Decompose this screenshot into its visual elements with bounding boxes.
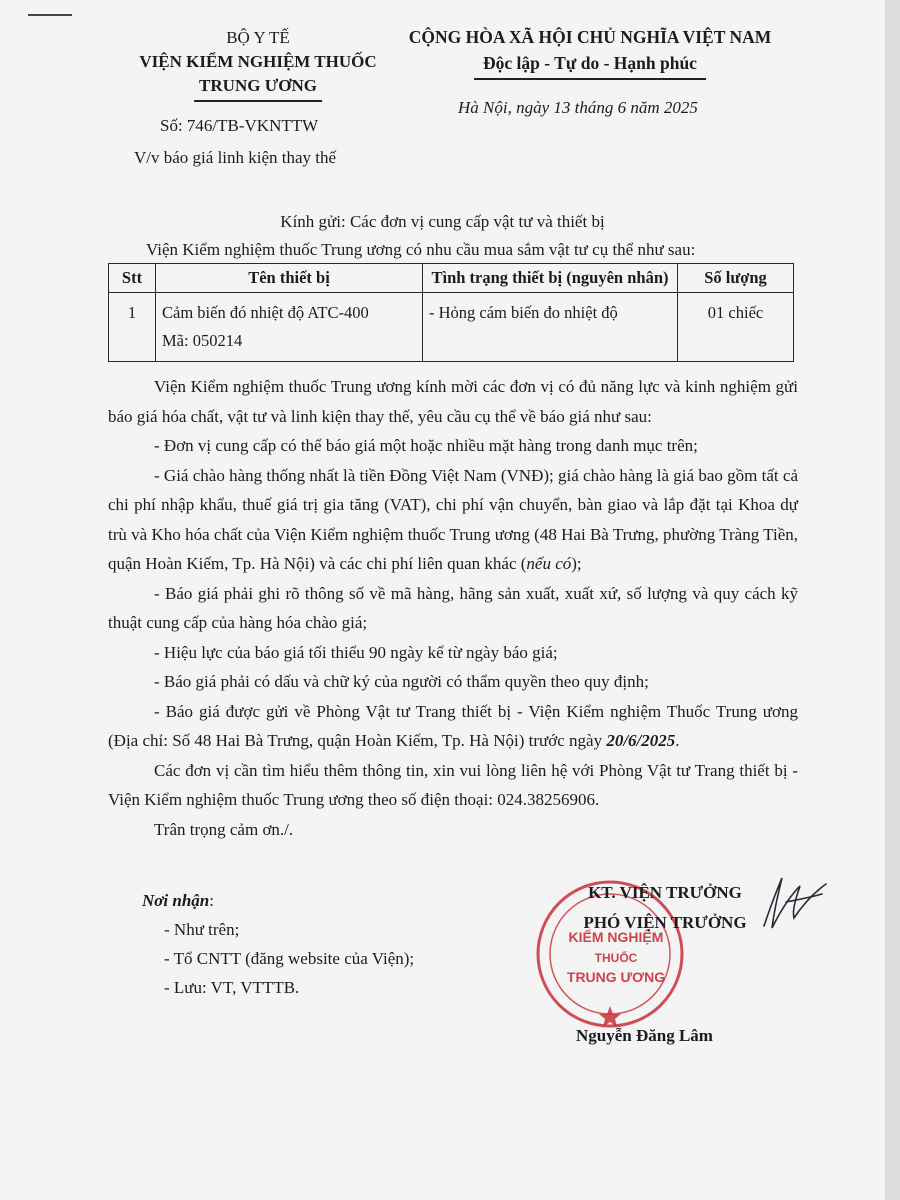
requirement-2-text: - Giá chào hàng thống nhất là tiền Đồng Việt Nam (VNĐ); giá chào hàng là giá bao gồm tất cả chi phí nhập khẩu, thuế giá trị gia tăng (VAT), chi phí vận chuyển, bàn giao và lắp đặt tại Khoa dự trù và Kho hóa chất của Viện Kiểm nghiệm thuốc Trung ương (48 Hai Bà Trưng, phường Tràng Tiền, quận Hoàn Kiếm, Tp. Hà Nội) và các chi phí liên quan khác ( [108, 465, 798, 573]
recipient-item: - Như trên; [164, 920, 240, 939]
scan-mark [28, 14, 72, 16]
intro-paragraph: Viện Kiểm nghiệm thuốc Trung ương kính mời các đơn vị có đủ năng lực và kinh nghiệm gửi báo giá hóa chất, vật tư và linh kiện thay thế, yêu cầu cụ thể về báo giá như sau: [108, 377, 798, 426]
requirement-6-end: . [675, 731, 680, 750]
requirement-6-text: - Báo giá được gửi về Phòng Vật tư Trang thiết bị - Viện Kiểm nghiệm Thuốc Trung ương (Địa chỉ: Số 48 Hai Bà Trưng, quận Hoàn Kiếm, Tp. Hà Nội) trước ngày [108, 701, 798, 750]
stamp-text-line3: TRUNG ƯƠNG [566, 969, 666, 985]
requirement-4: - Hiệu lực của báo giá tối thiểu 90 ngày kể từ ngày báo giá; [154, 642, 558, 662]
requirement-3: - Báo giá phải ghi rõ thông số về mã hàng, hãng sản xuất, xuất xứ, số lượng và quy cách kỹ thuật cung cấp của hàng hóa chào giá; [108, 583, 798, 632]
recipient-item: - Tổ CNTT (đăng website của Viện); [164, 949, 415, 968]
issuer-header [108, 26, 408, 102]
requirement-1: - Đơn vị cung cấp có thể báo giá một hoặc nhiều mặt hàng trong danh mục trên; [154, 436, 698, 455]
contact-paragraph: Các đơn vị cần tìm hiểu thêm thông tin, xin vui lòng liên hệ với Phòng Vật tư Trang thiết bị - Viện Kiểm nghiệm thuốc Trung ương theo số điện thoại: 024.38256906. [108, 760, 798, 809]
table-header-row [109, 264, 794, 293]
device-code: Mã: 050214 [162, 331, 243, 350]
device-name: Cảm biến đó nhiệt độ ATC-400 [162, 303, 369, 322]
page-edge [885, 0, 900, 1200]
institute-name-line2: TRUNG ƯƠNG [199, 76, 317, 95]
signer-name: Nguyễn Đăng Lâm [576, 1026, 713, 1045]
cell-qty: 01 chiếc [678, 293, 794, 362]
institute-name-line1: VIỆN KIỂM NGHIỆM THUỐC [139, 52, 377, 71]
header-stt: Stt [109, 264, 156, 293]
recipients-colon: : [209, 891, 214, 910]
signer-title [560, 878, 770, 938]
document-number: Số: 746/TB-VKNTTW [160, 116, 319, 135]
requirement-2-note: nếu có [526, 554, 572, 573]
requirement-5: - Báo giá phải có dấu và chữ ký của người có thẩm quyền theo quy định; [154, 672, 649, 691]
header-qty: Số lượng [678, 264, 794, 293]
cell-name [156, 293, 423, 362]
issuer-underline [194, 100, 322, 102]
greeting: Kính gửi: Các đơn vị cung cấp vật tư và thiết bị [280, 212, 605, 231]
national-motto: Độc lập - Tự do - Hạnh phúc [483, 53, 697, 73]
ministry-name: BỘ Y TẾ [226, 28, 290, 47]
letter-body [108, 372, 798, 844]
items-table [108, 263, 794, 362]
national-header [390, 24, 790, 80]
stamp-text-line2: THUỐC [594, 951, 638, 965]
recipients-block [142, 886, 414, 1002]
table-row [109, 293, 794, 362]
cell-status: - Hỏng cám biến đo nhiệt độ [423, 293, 678, 362]
motto-underline [474, 78, 706, 80]
header-status: Tình trạng thiết bị (nguyên nhân) [423, 264, 678, 293]
signer-title-line1: KT. VIỆN TRƯỞNG [588, 883, 742, 902]
requirement-2 [108, 461, 798, 579]
need-statement: Viện Kiểm nghiệm thuốc Trung ương có nhu cầu mua sắm vật tư cụ thể như sau: [146, 240, 696, 259]
recipients-title: Nơi nhận [142, 891, 210, 910]
document-date: Hà Nội, ngày 13 tháng 6 năm 2025 [458, 98, 698, 117]
recipient-item: - Lưu: VT, VTTTB. [164, 978, 300, 997]
requirement-2-end: ); [571, 554, 582, 573]
closing-line: Trân trọng cảm ơn./. [154, 819, 294, 839]
deadline-date: 20/6/2025 [606, 731, 676, 750]
country-name: CỘNG HÒA XÃ HỘI CHỦ NGHĨA VIỆT NAM [408, 27, 772, 47]
handwritten-signature [756, 868, 836, 938]
cell-stt: 1 [109, 293, 156, 362]
stamp-text-line1: KIỂM NGHIỆM [568, 929, 664, 945]
requirement-6 [108, 697, 798, 756]
signer-title-line2: PHÓ VIỆN TRƯỞNG [583, 913, 747, 932]
stamp-star-icon [599, 1006, 621, 1027]
document-subject: V/v báo giá linh kiện thay thế [134, 148, 337, 167]
header-name: Tên thiết bị [156, 264, 423, 293]
